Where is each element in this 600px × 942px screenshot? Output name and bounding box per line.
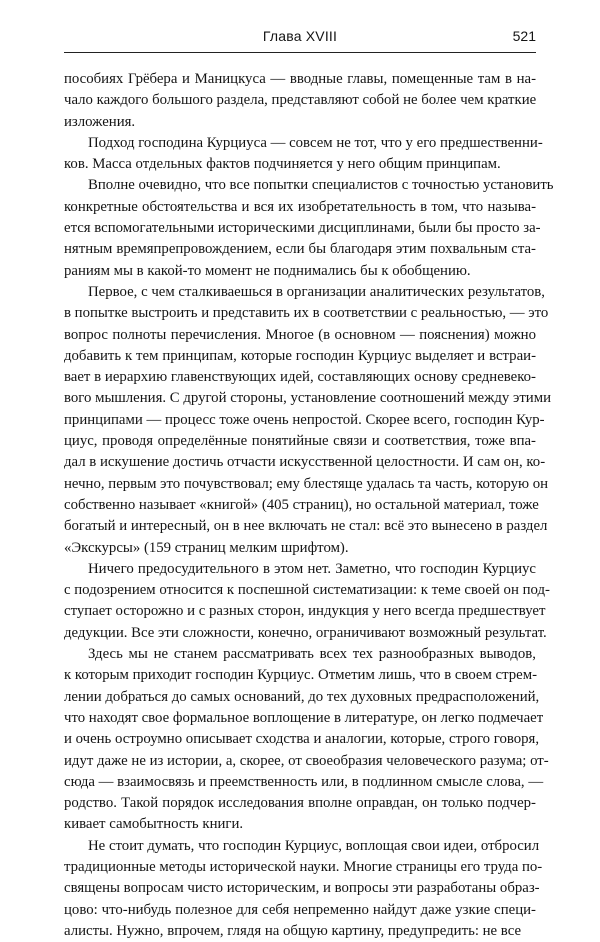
chapter-title: Глава XVIII xyxy=(262,28,338,44)
text-line: к которым приходит господин Курциус. Отметим лишь, что в своем стрем- xyxy=(64,667,538,684)
text-line: кивает самобытность книги. xyxy=(64,816,244,833)
text-line: раниям мы в какой-то момент не поднимались бы к обобщению. xyxy=(64,262,471,279)
text-line: алисты. Нужно, впрочем, глядя на общую картину, предупредить: не все xyxy=(64,922,522,939)
text-line: вопрос полноты перечисления. Многое (в основном — пояснения) можно xyxy=(64,326,536,343)
text-line: собственно называет «книгой» (405 страниц), но остальной материал, тоже xyxy=(64,496,539,513)
running-header xyxy=(64,28,536,50)
text-line: Здесь мы не станем рассматривать всех тех разнообразных выводов, xyxy=(88,646,536,663)
text-line: сюда — взаимосвязь и преемственность или, в подлинном смысле слова, — xyxy=(64,773,544,790)
text-line: пособиях Грёбера и Маницкуса — вводные главы, помещенные там в на- xyxy=(64,71,536,87)
text-line: «Экскурсы» (159 страниц мелким шрифтом). xyxy=(64,539,349,556)
text-line: циус, проводя определённые понятийные связи и соответствия, тоже впа- xyxy=(64,433,536,450)
page-number: 521 xyxy=(512,28,536,44)
text-line: что находят свое формальное воплощение в литературе, он легко подмечает xyxy=(64,709,544,726)
body-text xyxy=(64,69,554,942)
paragraph xyxy=(64,282,551,559)
paragraph xyxy=(64,559,550,644)
text-line: Подход господина Курциуса — совсем не тот, что у его предшественни- xyxy=(88,134,543,151)
text-line: Вполне очевидно, что все попытки специалистов с точностью установить xyxy=(88,177,554,194)
text-line: с подозрением относится к поспешной систематизации: к теме своей он под- xyxy=(64,582,550,599)
text-line: традиционные методы исторической науки. Многие страницы его труда по- xyxy=(64,858,543,875)
text-line: священы вопросам чисто историческим, и вопросы эти разработаны образ- xyxy=(64,880,540,897)
text-line: в попытке выстроить и представить их в соответствии с реальностью, — это xyxy=(64,305,549,322)
text-line: принципами — процесс тоже очень непростой. Скорее всего, господин Кур- xyxy=(64,411,545,428)
header-rule xyxy=(64,52,536,53)
paragraph xyxy=(64,175,554,281)
paragraph xyxy=(64,133,543,176)
text-line: Не стоит думать, что господин Курциус, воплощая свои идеи, отбросил xyxy=(88,837,540,854)
paragraph xyxy=(64,836,543,942)
text-line: цово: что-нибудь полезное для себя непременно найдут даже узкие специ- xyxy=(64,901,536,918)
text-line: ступает осторожно и с разных сторон, индукция у него всегда предшествует xyxy=(64,603,546,620)
text-line: родство. Такой порядок исследования вполне оправдан, он только подчер- xyxy=(64,795,536,812)
text-line: конкретные обстоятельства и вся их изобретательность в том, что называ- xyxy=(64,198,536,215)
text-line: богатый и интересный, он в нее включать не стал: всё это вынесено в раздел xyxy=(64,518,548,535)
text-line: добавить к тем принципам, которые господин Курциус выделяет и встраи- xyxy=(64,347,536,364)
text-line: и очень остроумно описывает сходства и аналогии, которые, строго говоря, xyxy=(64,731,540,748)
text-line: дал в искушение достичь отчасти искусственной целостности. И сам он, ко- xyxy=(64,454,546,471)
text-line: нятным времяпрепровождением, если бы благодаря этим похвальным ста- xyxy=(64,241,536,258)
text-line: нечно, первым это почувствовал; ему блестяще удалась та часть, которую он xyxy=(64,475,549,492)
paragraph xyxy=(64,644,549,836)
text-line: изложения. xyxy=(64,113,136,130)
text-line: ется вспомогательными историческими дисциплинами, были бы просто за- xyxy=(64,220,541,237)
text-line: лении добраться до самых оснований, до тех духовных предрасположений, xyxy=(64,688,540,705)
text-line: чало каждого большого раздела, представляют собой не более чем краткие xyxy=(64,92,537,109)
text-line: Первое, с чем сталкиваешься в организации аналитических результатов, xyxy=(88,283,545,300)
paragraph xyxy=(64,69,536,133)
text-line: вает в иерархию главенствующих идей, составляющих основу средневеко- xyxy=(64,369,536,386)
text-line: дедукции. Все эти сложности, конечно, ограничивают возможный результат. xyxy=(64,624,547,641)
text-line: ков. Масса отдельных фактов подчиняется у него общим принципам. xyxy=(64,156,501,173)
text-line: вого мышления. С другой стороны, установление соотношений между этими xyxy=(64,390,551,407)
text-line: идут даже не из истории, а, скорее, от своеобразия человеческого разума; от- xyxy=(64,752,549,769)
text-line: Ничего предосудительного в этом нет. Заметно, что господин Курциус xyxy=(88,560,536,577)
